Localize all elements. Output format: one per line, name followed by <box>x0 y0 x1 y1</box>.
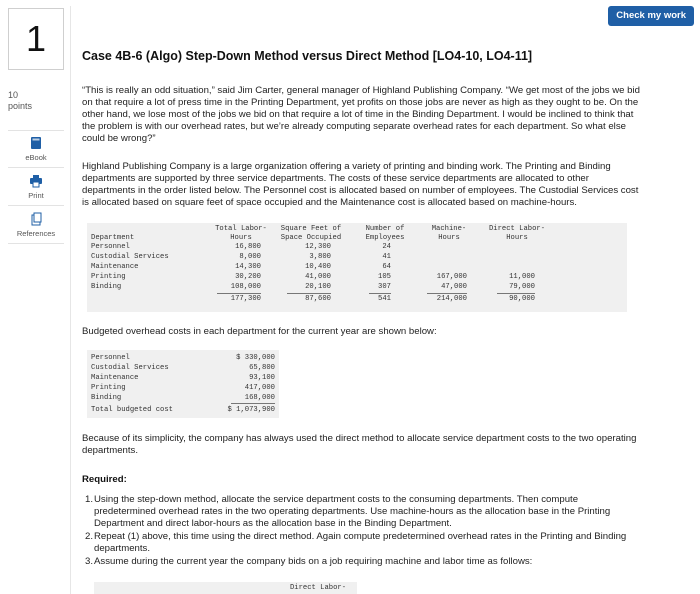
text-line: could be wrong?” <box>82 133 156 144</box>
header-emp-1: Number of <box>365 225 405 233</box>
item-text <box>94 494 684 530</box>
budget-total-amount: $ 1,073,900 <box>227 406 275 414</box>
text-line: Repeat (1) above, this time using the direct method. Again compute predetermined overhead rates in the Printing and Binding <box>94 531 627 542</box>
row-labor: 108,000 <box>230 283 261 291</box>
text-line: departments are supported by three service departments. The costs of these service departments are allocated to other <box>82 173 589 184</box>
budget-amount: 168,000 <box>244 394 275 402</box>
points-info <box>8 90 32 112</box>
header-emp-2: Employees <box>365 234 405 242</box>
row-dept: Printing <box>91 273 126 281</box>
row-emp: 41 <box>382 253 391 261</box>
total-dlh: 90,000 <box>509 295 535 303</box>
intro-paragraph <box>82 85 692 145</box>
row-dlh: 11,000 <box>509 273 535 281</box>
header-sqft-2: Space Occupied <box>280 234 342 242</box>
budget-dept: Printing <box>91 384 126 392</box>
text-line: Because of its simplicity, the company has always used the direct method to allocate service department costs to the two operating <box>82 433 637 444</box>
total-underline <box>287 293 331 294</box>
row-emp: 64 <box>382 263 391 271</box>
question-number-box <box>8 8 64 70</box>
item-number: 3. <box>85 556 94 567</box>
budget-amount: 65,800 <box>249 364 275 372</box>
side-tools <box>8 130 64 244</box>
text-line: other hand, we lose most of the jobs we bid on that require a lot of time in the Binding Department. I would be inclined to think that <box>82 109 634 120</box>
ebook-icon <box>29 136 43 150</box>
row-labor: 16,800 <box>235 243 261 251</box>
required-item-2 <box>82 531 692 555</box>
row-mach: 47,000 <box>441 283 467 291</box>
item-text <box>94 556 684 568</box>
header-labor-1: Total Labor- <box>215 225 267 233</box>
row-emp: 105 <box>378 273 391 281</box>
print-label: Print <box>28 190 44 200</box>
question-number: 1 <box>25 18 47 59</box>
points-label: points <box>8 101 33 111</box>
print-tool[interactable] <box>8 168 64 206</box>
item-number: 2. <box>85 531 94 542</box>
row-emp: 24 <box>382 243 391 251</box>
item-number: 1. <box>85 494 94 505</box>
row-sqft: 41,000 <box>305 273 331 281</box>
text-line: “This is really an odd situation,” said Jim Carter, general manager of Highland Publishing Company. “We get most of the jobs we bid <box>82 85 640 96</box>
text-line: the problem is with our overhead rates, but we’re already computing separate overhead rates for each department. So what else <box>82 121 626 132</box>
row-dept: Personnel <box>91 243 130 251</box>
total-sqft: 87,600 <box>305 295 331 303</box>
text-line: predetermined overhead rates in the two operating departments. Use machine-hours as the allocation base in the Printing <box>94 506 611 517</box>
total-emp: 541 <box>378 295 391 303</box>
header-sqft-1: Square Feet of <box>280 225 342 233</box>
row-sqft: 20,100 <box>305 283 331 291</box>
required-item-3 <box>82 556 692 568</box>
row-dept: Custodial Services <box>91 253 169 261</box>
required-heading: Required: <box>82 474 127 485</box>
row-labor: 14,300 <box>235 263 261 271</box>
text-line: on that require a lot of press time in the Printing Department, yet profits on those jobs are never as high as they ought to be. On the <box>82 97 639 108</box>
header-mach-1: Machine- <box>431 225 467 233</box>
company-paragraph <box>82 161 692 209</box>
text-line: departments. <box>94 543 150 554</box>
budget-dept: Custodial Services <box>91 364 169 372</box>
print-icon <box>29 174 43 188</box>
case-title: Case 4B-6 (Algo) Step-Down Method versus Direct Method [LO4-10, LO4-11] <box>82 49 533 63</box>
row-sqft: 12,300 <box>305 243 331 251</box>
references-label: References <box>16 228 56 238</box>
text-line: departments. <box>82 445 138 456</box>
budget-amount: 417,000 <box>244 384 275 392</box>
text-line: Using the step-down method, allocate the service department costs to the consuming departments. Then compute <box>94 494 579 505</box>
header-dlh-2: Hours <box>506 234 528 242</box>
method-paragraph <box>82 433 692 457</box>
budget-dept: Binding <box>91 394 122 402</box>
text-line: is allocated based on square feet of space occupied and the Maintenance cost is allocated based on machine-hours. <box>82 197 577 208</box>
header-labor-2: Hours <box>230 234 252 242</box>
row-emp: 307 <box>378 283 391 291</box>
budget-table <box>87 350 279 418</box>
department-data-table <box>87 223 627 312</box>
total-underline <box>427 293 467 294</box>
total-labor: 177,300 <box>230 295 261 303</box>
total-underline <box>231 403 275 404</box>
budget-amount: $ 330,000 <box>236 354 275 362</box>
budget-dept: Personnel <box>91 354 130 362</box>
row-sqft: 3,800 <box>309 253 331 261</box>
references-icon <box>29 212 43 226</box>
row-dlh: 79,000 <box>509 283 535 291</box>
points-value: 10 <box>8 90 19 100</box>
row-labor: 30,200 <box>235 273 261 281</box>
text-line: departments in the order listed below. The Personnel cost is allocated based on number of employees. The Custodial Services cost <box>82 185 639 196</box>
budget-dept: Maintenance <box>91 374 139 382</box>
item-text <box>94 531 684 555</box>
text-line: Department and direct labor-hours as the allocation base in the Binding Department. <box>94 518 452 529</box>
text-line: Highland Publishing Company is a large organization offering a variety of printing and binding work. The Printing and Binding <box>82 161 611 172</box>
budget-intro: Budgeted overhead costs in each department for the current year are shown below: <box>82 326 437 337</box>
ebook-label: eBook <box>25 153 47 162</box>
budget-total-label: Total budgeted cost <box>91 406 173 414</box>
references-tool[interactable] <box>8 206 64 244</box>
row-mach: 167,000 <box>436 273 467 281</box>
ebook-tool[interactable] <box>8 130 64 168</box>
total-underline <box>497 293 535 294</box>
vertical-divider <box>70 6 71 594</box>
text-line: Assume during the current year the company bids on a job requiring machine and labor time as follows: <box>94 556 533 567</box>
row-labor: 8,000 <box>239 253 261 261</box>
required-item-1 <box>82 494 692 530</box>
job-requirements-table <box>94 582 357 594</box>
header-dlh-1: Direct Labor- <box>488 225 546 233</box>
row-sqft: 10,400 <box>305 263 331 271</box>
total-underline <box>369 293 391 294</box>
header-department: Department <box>91 234 135 242</box>
header-direct-labor: Direct Labor- <box>289 584 347 592</box>
row-dept: Maintenance <box>91 263 139 271</box>
row-dept: Binding <box>91 283 122 291</box>
total-underline <box>217 293 261 294</box>
total-mach: 214,000 <box>436 295 467 303</box>
header-mach-2: Hours <box>438 234 460 242</box>
check-my-work-button[interactable]: Check my work <box>608 6 694 26</box>
budget-amount: 93,100 <box>249 374 275 382</box>
